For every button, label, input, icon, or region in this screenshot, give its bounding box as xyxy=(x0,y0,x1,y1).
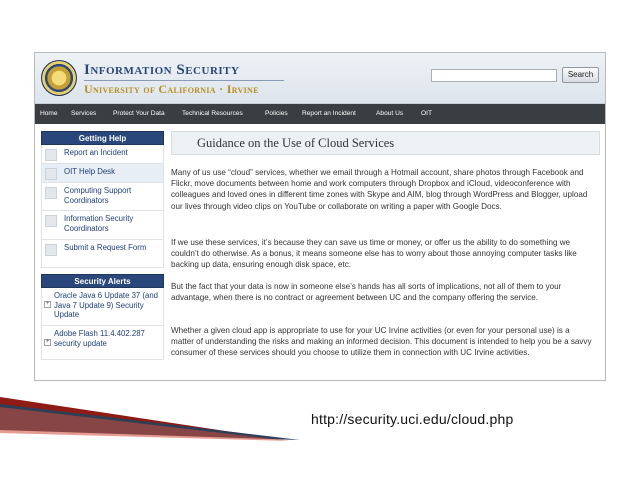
nav-item-oit[interactable]: OIT xyxy=(421,110,432,117)
alert-item-label: Adobe Flash 11.4.402.287 security update xyxy=(54,329,145,348)
sidebar-item-label: Computing Support Coordinators xyxy=(64,186,132,205)
expand-icon[interactable]: + xyxy=(45,301,50,307)
site-subtitle[interactable]: University of California · Irvine xyxy=(84,82,259,96)
site-title[interactable]: Information Security xyxy=(84,62,240,78)
security-alerts-heading: Security Alerts xyxy=(41,274,164,288)
nav-item-report-incident[interactable]: Report an Incident xyxy=(302,110,356,117)
paragraph: If we use these services, it’s because they can save us time or money, or offer us the ability to do something we couldn’t do otherwise. As a bonus, it means someone else has to worry about those annoying computer tasks like backing up data, ensuring enough disk space, etc. xyxy=(171,238,577,270)
nav-item-protect-your-data[interactable]: Protect Your Data xyxy=(113,110,165,117)
paragraph: Many of us use “cloud” services, whether we email through a Hotmail account, share photos through Facebook and Flickr, move documents between home and work computers through Dropbox and iCloud, videoconference with colleagues and loved ones in different time zones with Skype and AIM, blog through WordPress and Blogger, upload our lives through video clips on YouTube or collaborate on writing a paper with Google Docs. xyxy=(171,168,588,211)
paragraph: But the fact that your data is now in someone else’s hands has all sorts of implications, not all of them to your advantage, when there is no contract or agreement between UC and the company offering the service. xyxy=(171,282,562,303)
sidebar-item-label: Report an Incident xyxy=(64,148,128,157)
nav-item-technical-resources[interactable]: Technical Resources xyxy=(182,110,243,117)
sidebar-item-label: Submit a Request Form xyxy=(64,243,147,252)
sidebar-item-label: OIT Help Desk xyxy=(64,167,115,176)
page-title: Guidance on the Use of Cloud Services xyxy=(171,131,600,155)
sidebar-item-label: Information Security Coordinators xyxy=(64,214,134,233)
nav-item-policies[interactable]: Policies xyxy=(265,110,288,117)
alert-item-label: Oracle Java 6 Update 37 (and Java 7 Update 9) Security Update xyxy=(54,291,159,320)
paragraph: Whether a given cloud app is appropriate to use for your UC Irvine activities (or even for your personal use) is a matter of understanding the risks and making an informed decision. This document is intended to help you be a savvy consumer of these services should you choose to utilize them in connection with UC Irvine activities. xyxy=(171,326,592,358)
nav-item-home[interactable]: Home xyxy=(40,110,58,117)
nav-item-about-us[interactable]: About Us xyxy=(376,110,404,117)
nav-item-services[interactable]: Services xyxy=(71,110,97,117)
getting-help-heading: Getting Help xyxy=(41,131,164,145)
expand-icon[interactable]: + xyxy=(45,339,50,345)
search-button[interactable]: Search xyxy=(562,67,599,83)
source-url[interactable]: http://security.uci.edu/cloud.php xyxy=(311,411,514,427)
